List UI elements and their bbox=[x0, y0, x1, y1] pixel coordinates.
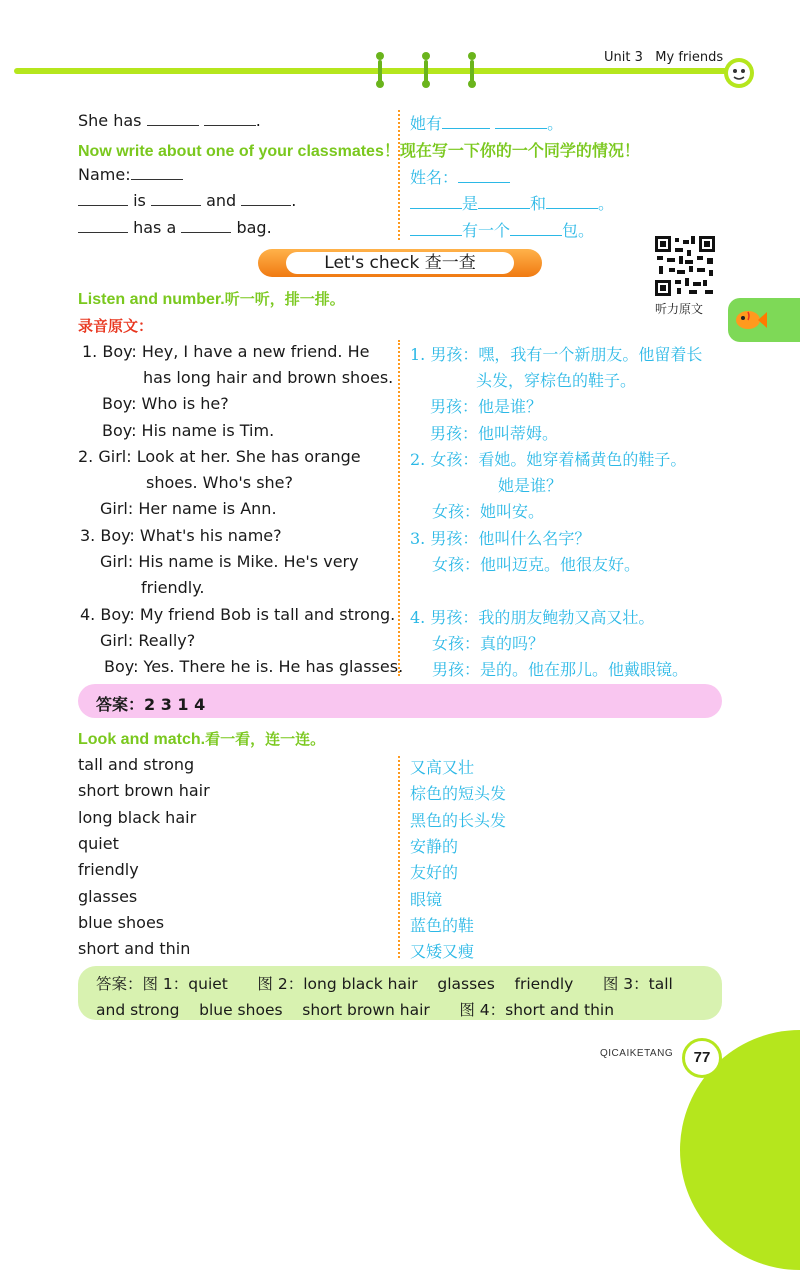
unit-label: Unit 3 My friends bbox=[604, 50, 724, 65]
match-heading: Look and match.看一看，连一连。 bbox=[78, 730, 326, 748]
match-item-cn: 黑色的长头发 bbox=[410, 811, 507, 830]
match-item-cn: 蓝色的鞋 bbox=[410, 916, 475, 935]
match-item-en: tall and strong bbox=[78, 755, 195, 774]
match-answer-line: and strong blue shoes short brown hair 图 4：short and thin bbox=[96, 1001, 615, 1019]
script-line-en: 3. Boy: What's his name? bbox=[80, 526, 282, 545]
binder-pin-icon bbox=[422, 52, 430, 86]
listen-answer: 答案：2 3 1 4 bbox=[96, 695, 206, 714]
blank-field[interactable] bbox=[151, 191, 201, 206]
script-line-cn: 头发，穿棕色的鞋子。 bbox=[476, 371, 637, 390]
script-line-cn: 4. 男孩：我的朋友鲍勃又高又壮。 bbox=[410, 608, 655, 627]
match-item-en: short brown hair bbox=[78, 781, 210, 800]
fish-icon bbox=[734, 306, 768, 334]
lets-check-title: Let's check 查一查 bbox=[286, 252, 514, 274]
blank-field[interactable] bbox=[78, 218, 128, 233]
script-line-cn: 3. 男孩：他叫什么名字？ bbox=[410, 529, 591, 548]
write-instruction: Now write about one of your classmates！现在写一下你的一个同学的情况！ bbox=[78, 141, 640, 160]
binder-pin-icon bbox=[468, 52, 476, 86]
blank-field[interactable] bbox=[181, 218, 231, 233]
match-item-en: glasses bbox=[78, 887, 138, 906]
script-line-cn: 男孩：他是谁？ bbox=[430, 397, 543, 416]
script-label: 录音原文： bbox=[78, 317, 154, 335]
blank-field[interactable] bbox=[147, 111, 199, 126]
match-item-en: blue shoes bbox=[78, 913, 165, 932]
script-line-en: Boy: Who is he? bbox=[102, 394, 229, 413]
script-line-en: Boy: His name is Tim. bbox=[102, 421, 275, 440]
script-line-en: has long hair and brown shoes. bbox=[143, 368, 394, 387]
name-line-en: Name: bbox=[78, 165, 183, 184]
page-number: 77 bbox=[682, 1038, 722, 1078]
qr-caption: 听力原文 bbox=[655, 302, 704, 316]
blank-field[interactable] bbox=[78, 191, 128, 206]
script-line-en: shoes. Who's she? bbox=[146, 473, 293, 492]
is-and-line-en: is and . bbox=[78, 191, 296, 210]
mascot-icon bbox=[722, 56, 756, 90]
match-item-cn: 又矮又瘦 bbox=[410, 942, 475, 961]
footer-brand: QICAIKETANG bbox=[600, 1048, 674, 1059]
lets-check-banner bbox=[258, 249, 542, 277]
script-line-cn: 2. 女孩：看她。她穿着橘黄色的鞋子。 bbox=[410, 450, 687, 469]
she-has-line-cn: 她有 。 bbox=[410, 114, 564, 133]
script-line-cn: 男孩：他叫蒂姆。 bbox=[430, 424, 559, 443]
match-item-en: quiet bbox=[78, 834, 119, 853]
match-item-en: short and thin bbox=[78, 939, 191, 958]
script-line-en: Girl: Her name is Ann. bbox=[100, 499, 277, 518]
name-line-cn: 姓名： bbox=[410, 165, 510, 188]
script-line-en: Boy: Yes. There he is. He has glasses. bbox=[104, 657, 404, 676]
script-line-cn: 女孩：她叫安。 bbox=[432, 502, 545, 521]
script-line-cn: 1. 男孩：嘿，我有一个新朋友。他留着长 bbox=[410, 345, 703, 364]
match-item-cn: 又高又壮 bbox=[410, 758, 475, 777]
is-and-line-cn: 是 和 。 bbox=[410, 191, 614, 214]
blank-field[interactable] bbox=[204, 111, 256, 126]
script-line-en: friendly. bbox=[141, 578, 205, 597]
match-answer-line: 答案：图 1：quiet 图 2：long black hair glasses friendly 图 3：tall bbox=[96, 975, 673, 993]
script-line-en: 4. Boy: My friend Bob is tall and strong. bbox=[80, 605, 396, 624]
has-bag-line-en: has a bag. bbox=[78, 218, 272, 237]
script-line-cn: 女孩：真的吗？ bbox=[432, 634, 545, 653]
match-item-en: friendly bbox=[78, 860, 139, 879]
listen-heading: Listen and number.听一听，排一排。 bbox=[78, 290, 345, 308]
she-has-line-en: She has . bbox=[78, 111, 261, 130]
name-blank[interactable] bbox=[131, 165, 183, 180]
script-line-en: Girl: His name is Mike. He's very bbox=[100, 552, 359, 571]
match-item-cn: 棕色的短头发 bbox=[410, 784, 507, 803]
match-item-cn: 友好的 bbox=[410, 863, 459, 882]
match-item-cn: 眼镜 bbox=[410, 890, 443, 909]
match-item-cn: 安静的 bbox=[410, 837, 459, 856]
binder-pin-icon bbox=[376, 52, 384, 86]
blank-field[interactable] bbox=[241, 191, 291, 206]
script-line-en: 2. Girl: Look at her. She has orange bbox=[78, 447, 361, 466]
qr-code-icon[interactable] bbox=[655, 236, 715, 296]
script-line-cn: 男孩：是的。他在那儿。他戴眼镜。 bbox=[432, 660, 689, 679]
script-line-cn: 女孩：他叫迈克。他很友好。 bbox=[432, 555, 641, 574]
script-line-en: Girl: Really? bbox=[100, 631, 196, 650]
match-item-en: long black hair bbox=[78, 808, 197, 827]
has-bag-line-cn: 有一个 包。 bbox=[410, 218, 594, 241]
header-bar bbox=[14, 68, 730, 74]
script-line-en: 1. Boy: Hey, I have a new friend. He bbox=[82, 342, 370, 361]
script-line-cn: 她是谁？ bbox=[498, 476, 563, 495]
